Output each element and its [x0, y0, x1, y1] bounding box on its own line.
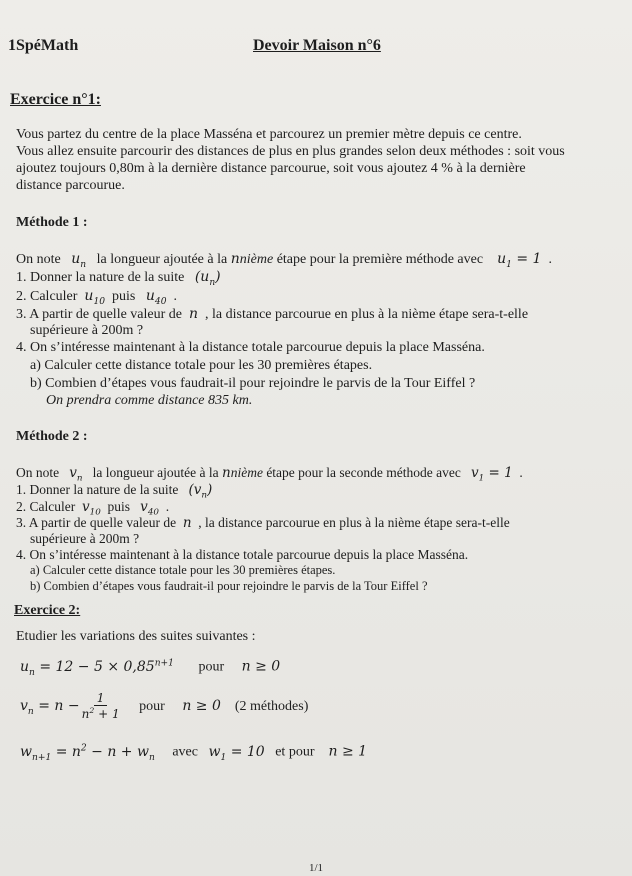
exercise-2-title: Exercice 2: — [14, 603, 81, 618]
method-2-title: Méthode 2 : — [16, 429, 88, 444]
method-1-question-4c: On prendra comme distance 835 km. — [46, 393, 253, 408]
method-1-question-4: 4. On s’intéresse maintenant à la distance totale parcourue depuis la place Masséna. — [16, 340, 485, 355]
method-1-question-1: 1. Donner la nature de la suite $(u_n)$ — [16, 269, 221, 288]
ex1-intro-line-4: distance parcourue. — [16, 178, 125, 193]
exercise-2-intro: Etudier les variations des suites suivantes : — [16, 629, 256, 644]
method-1-question-2: 2. Calculer $u_{10}$ puis $u_{40}$ . — [16, 288, 177, 307]
method-2-question-4a: a) Calculer cette distance totale pour les 30 premières étapes. — [30, 563, 336, 577]
method-1-definition: On note $u_n$ la longueur ajoutée à la nnième étape pour la première méthode avec $u_1 = 1$ . — [16, 251, 552, 270]
method-1-question-4b: b) Combien d’étapes vous faudrait-il pour rejoindre le parvis de la Tour Eiffel ? — [30, 376, 476, 391]
method-2-question-4: 4. On s’intéresse maintenant à la distance totale parcourue depuis la place Masséna. — [16, 547, 469, 562]
method-2-definition: On note $v_n$ la longueur ajoutée à la nnième étape pour la seconde méthode avec $v_1 = 1$ . — [16, 465, 523, 484]
exercise-1-title: Exercice n°1: — [10, 91, 101, 108]
method-2-question-3-cont: supérieure à 200m ? — [30, 531, 140, 546]
method-1-question-3: 3. A partir de quelle valeur de n , la distance parcourue en plus à la nième étape sera-t-elle — [16, 306, 529, 322]
method-2-question-4b: b) Combien d’étapes vous faudrait-il pour rejoindre le parvis de la Tour Eiffel ? — [30, 579, 428, 593]
method-2-question-3: 3. A partir de quelle valeur de n , la distance parcourue en plus à la nième étape sera-t-elle — [16, 515, 510, 531]
page-title: Devoir Maison n°6 — [253, 37, 381, 54]
method-1-question-3-cont: supérieure à 200m ? — [30, 323, 144, 338]
sequence-v-definition: $v_n = n$ − $\frac{1}{n^2 + 1}$ pour n ≥ 0 (2 méthodes) — [20, 691, 309, 722]
page-number: 1/1 — [309, 862, 324, 874]
fraction: $\frac{1}{n^2 + 1}$ — [81, 691, 120, 722]
ex1-intro-line-2: Vous allez ensuite parcourir des distances de plus en plus grandes selon deux méthodes : soit vous — [16, 144, 565, 159]
method-1-question-4a: a) Calculer cette distance totale pour les 30 premières étapes. — [30, 358, 373, 373]
method-2-question-1: 1. Donner la nature de la suite $(v_n)$ — [16, 482, 213, 501]
class-label: 1SpéMath — [8, 37, 79, 54]
ex1-intro-line-1: Vous partez du centre de la place Masséna et parcourez un premier mètre depuis ce centre. — [16, 127, 522, 142]
method-1-title: Méthode 1 : — [16, 215, 88, 230]
ex1-intro-line-3: ajoutez toujours 0,80m à la dernière distance parcourue, soit vous ajoutez 4 % à la dernière — [16, 161, 526, 176]
sequence-u-definition: $u_n = 12 - 5 \times 0,85^{n+1}$ pour n ≥ 0 — [20, 658, 281, 678]
sequence-w-definition: $w_{n+1} = n^2 - n + w_n$ avec $w_1 = 10$ et pour n ≥ 1 — [20, 743, 368, 763]
method-2-question-2: 2. Calculer $v_{10}$ puis $v_{40}$ . — [16, 499, 170, 518]
